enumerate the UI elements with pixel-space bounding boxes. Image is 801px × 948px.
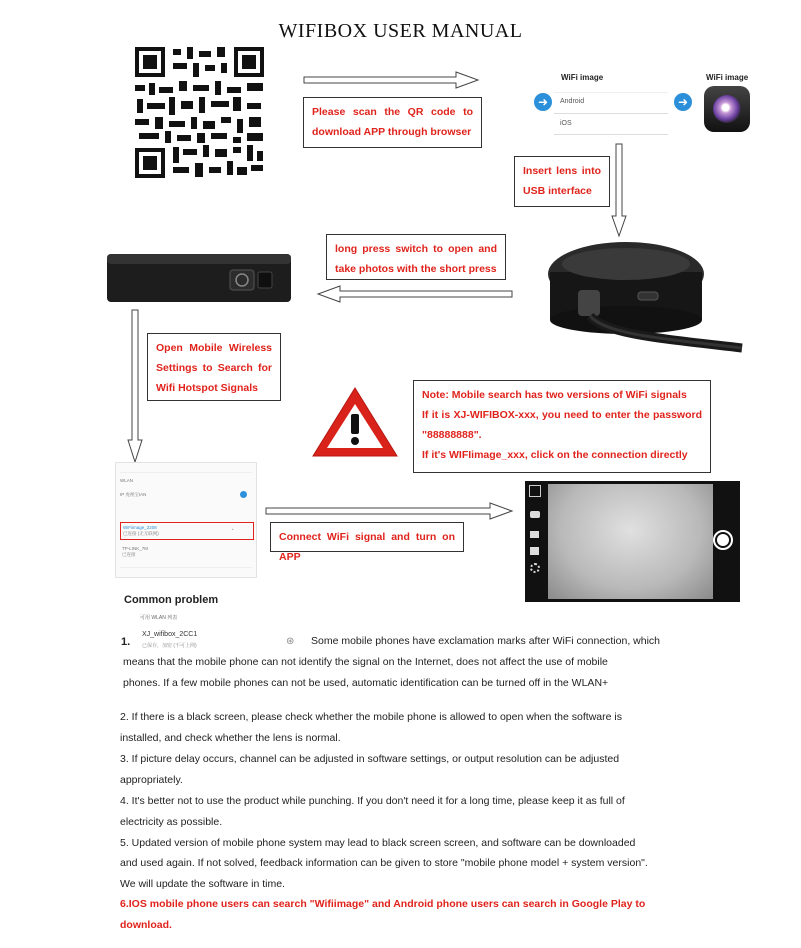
shutter-button[interactable] [713, 530, 733, 550]
arrow-down-1 [610, 142, 628, 238]
wifi-icon: ◔ [231, 527, 234, 532]
phone-wlan-screenshot [115, 462, 257, 578]
camera-app-screenshot [525, 481, 740, 602]
item5-c: We will update the software in time. [120, 878, 285, 890]
step4-instruction: Open Mobile Wireless Settings to Search for Wifi Hotspot Signals [147, 333, 281, 401]
note-line1: Note: Mobile search has two versions of WiFi signals [422, 389, 687, 401]
wlan-row-highlight[interactable] [120, 522, 254, 540]
step2-instruction: Insert lens into USB interface [514, 156, 610, 207]
status-bar [120, 467, 252, 473]
app-label: WiFi image [706, 73, 749, 82]
wifi-warning-icon: ⊛ [286, 636, 295, 647]
qr-code [133, 45, 266, 180]
app-heading: WiFi image [561, 73, 604, 82]
item3-b: appropriately. [120, 774, 183, 786]
page-title: WIFIBOX USER MANUAL [278, 20, 523, 42]
app-icon[interactable] [704, 86, 750, 132]
arrow-left-1 [316, 284, 514, 304]
wlan-row3[interactable]: TP-LINK_7M [122, 546, 149, 551]
item3-a: 3. If picture delay occurs, channel can be adjusted in software settings, or output resolution can be adjusted [120, 753, 620, 765]
toggle-icon[interactable] [240, 491, 247, 498]
step3-instruction: long press switch to open and take photos with the short press [326, 234, 506, 280]
arrow-down-2 [125, 308, 145, 464]
arrow-right-icon[interactable]: ➜ [534, 93, 552, 111]
arrow-right-icon[interactable]: ➜ [674, 93, 692, 111]
gallery-icon[interactable] [530, 547, 539, 555]
app-selection-panel [534, 70, 754, 140]
item5-b: and used again. If not solved, feedback information can be given to store "mobile phone model + system version". [120, 857, 648, 869]
wlan-header: WLAN [120, 478, 134, 483]
item1-ssid-sub: 已保存，加密 (不可上网) [142, 643, 197, 649]
expand-icon[interactable] [529, 485, 541, 497]
item5-a: 5. Updated version of mobile phone system may lead to black screen screen, and software can be downloaded [120, 837, 636, 849]
item1-ssid: XJ_wifibox_2CC1 [142, 631, 198, 638]
camera-preview [548, 484, 713, 599]
note-line2: If it is XJ-WIFIBOX-xxx, you need to enter the password "88888888". [422, 409, 702, 441]
camera-lens-icon [713, 95, 741, 123]
item1-text-a: Some mobile phones have exclamation marks after WiFi connection, which [311, 635, 660, 647]
item4-b: electricity as possible. [120, 816, 223, 828]
item1-text-b: means that the mobile phone can not identify the signal on the Internet, does not affect the use of mobile [123, 656, 608, 668]
settings-icon[interactable] [530, 563, 540, 573]
option-ios[interactable] [554, 114, 668, 135]
option-ios-label: iOS [560, 120, 572, 127]
option-android-label: Android [560, 98, 585, 105]
step1-instruction: Please scan the QR code to download APP through browser [303, 97, 482, 148]
common-problem-heading: Common problem [124, 594, 219, 606]
camera-icon[interactable] [530, 511, 540, 518]
note-box [413, 380, 711, 473]
wifibox-device-photo [106, 252, 292, 304]
item6-b: download. [120, 919, 172, 931]
wlan-row1[interactable]: IP 虎视宝IAN [120, 492, 147, 497]
arrow-right-2 [264, 501, 514, 521]
item2-a: 2. If there is a black screen, please check whether the mobile phone is allowed to open when the software is [120, 711, 622, 723]
item1-number: 1. [121, 636, 131, 648]
wlan-row2-sub: 已连接 (无互联网) [123, 531, 159, 536]
arrow-right-1 [302, 70, 480, 90]
item4-a: 4. It's better not to use the product while punching. If you don't need it for a long time, please keep it as full of [120, 795, 625, 807]
wlan-row3-sub: 已连接 [122, 552, 136, 557]
item2-b: installed, and check whether the lens is normal. [120, 732, 341, 744]
wlan-row2: WiFiimage_2208 [123, 525, 157, 530]
warning-icon [310, 384, 400, 460]
note-line3: If it's WIFIimage_xxx, click on the connection directly [422, 449, 688, 461]
item6-a: 6.IOS mobile phone users can search "Wifiimage" and Android phone users can search in Google Play to [120, 898, 646, 910]
option-android[interactable] [554, 92, 668, 114]
lens-device-photo [546, 234, 746, 354]
video-icon[interactable] [530, 531, 539, 538]
item1-text-c: phones. If a few mobile phones can not be used, automatic identification can be turned off in the WLAN+ [123, 677, 609, 689]
step5-instruction: Connect WiFi signal and turn on APP [270, 522, 464, 552]
wlan-list-label: 可用 WLAN 列表 [140, 615, 178, 621]
divider [120, 567, 252, 568]
